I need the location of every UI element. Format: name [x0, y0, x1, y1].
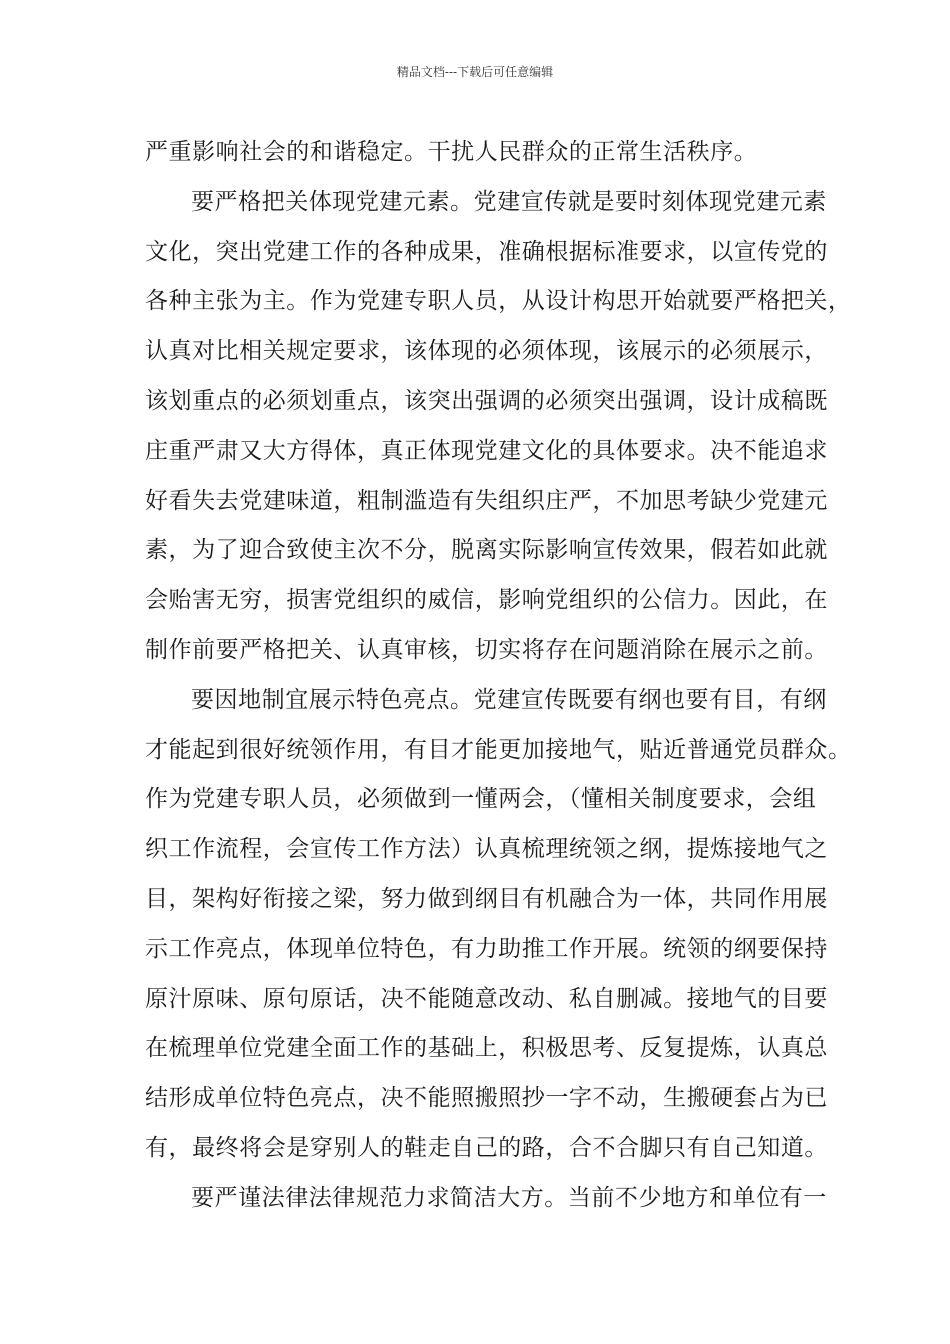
text-line: 织工作流程，会宣传工作方法）认真梳理统领之纲，提炼接地气之 — [145, 836, 828, 863]
paragraph-start-line: 要因地制宜展示特色亮点。党建宣传既要有纲也要有目，有纲 — [191, 686, 827, 713]
text-line: 才能起到很好统领作用，有目才能更加接地气，贴近普通党员群众。 — [145, 736, 852, 763]
page-header: 精品文档---下载后可任意编辑 — [396, 65, 554, 79]
text-line: 素，为了迎合致使主次不分，脱离实际影响宣传效果，假若如此就 — [145, 537, 828, 564]
text-line: 作为党建专职人员，必须做到一懂两会，（懂相关制度要求，会组 — [145, 786, 817, 813]
text-line: 严重影响社会的和谐稳定。干扰人民群众的正常生活秩序。 — [145, 139, 758, 165]
text-line: 庄重严肃又大方得体，真正体现党建文化的具体要求。决不能追求 — [145, 437, 828, 464]
document-body — [145, 132, 852, 1228]
text-line: 好看失去党建味道，粗制滥造有失组织庄严，不加思考缺少党建元 — [145, 487, 828, 514]
text-line: 结形成单位特色亮点，决不能照搬照抄一字不动，生搬硬套占为已 — [145, 1085, 828, 1112]
text-line: 原汁原味、原句原话，决不能随意改动、私自删减。接地气的目要 — [145, 985, 828, 1012]
text-line: 认真对比相关规定要求，该体现的必须体现，该展示的必须展示， — [145, 338, 828, 365]
text-line: 该划重点的必须划重点，该突出强调的必须突出强调，设计成稿既 — [145, 387, 828, 414]
paragraph-start-line: 要严格把关体现党建元素。党建宣传就是要时刻体现党建元素 — [191, 188, 827, 215]
paragraph-start-line: 要严谨法律法律规范力求简洁大方。当前不少地方和单位有一 — [191, 1184, 827, 1211]
text-line: 示工作亮点，体现单位特色，有力助推工作开展。统领的纲要保持 — [145, 935, 828, 962]
text-line: 目，架构好衔接之梁，努力做到纲目有机融合为一体，共同作用展 — [145, 885, 828, 912]
text-line: 在梳理单位党建全面工作的基础上，积极思考、反复提炼，认真总 — [145, 1035, 828, 1062]
text-line: 会贻害无穷，损害党组织的威信，影响党组织的公信力。因此，在 — [145, 587, 828, 614]
text-line: 有，最终将会是穿别人的鞋走自己的路，合不合脚只有自己知道。 — [145, 1134, 828, 1161]
text-line: 文化，突出党建工作的各种成果，准确根据标准要求，以宣传党的 — [145, 238, 828, 265]
text-line: 各种主张为主。作为党建专职人员，从设计构思开始就要严格把关， — [145, 288, 852, 315]
text-line: 制作前要严格把关、认真审核，切实将存在问题消除在展示之前。 — [145, 636, 828, 663]
